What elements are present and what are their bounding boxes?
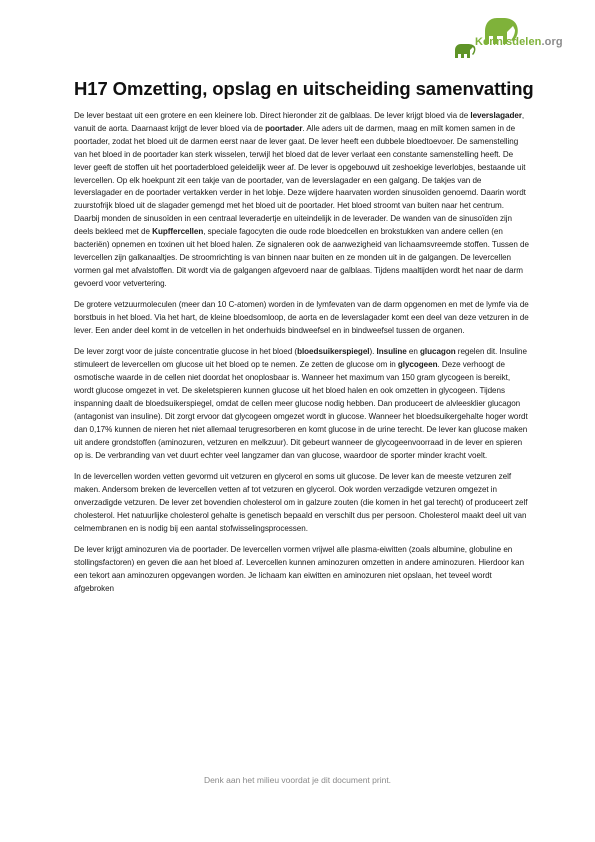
paragraph (74, 544, 530, 596)
text-run: , speciale fagocyten die oude rode bloedcellen en brokstukken van andere cellen (en bacteriën) opnemen en toxinen uit het bloed halen. Ze signaleren ook de aanwezigheid van lichaamsvreemde stoffen. Tussen de levercellen zijn galkanaaltjes. De stroomrichting is van binnen naar buiten en ze monden uit in de galgangen. De levercellen vormen gal met afvalstoffen. Dit wordt via de galgangen afgevoerd naar de galblaas. Tijdens maaltijden wordt het naar de darm gevoerd voor vetvertering. (74, 227, 529, 288)
paragraph (74, 110, 530, 291)
text-run: ). (369, 347, 377, 357)
paragraph (74, 346, 530, 462)
text-run: De lever bestaat uit een grotere en een kleinere lob. Direct hieronder zit de galblaas. De lever krijgt bloed via de (74, 111, 471, 120)
bold-term: glucagon (420, 347, 456, 357)
footer-note: Denk aan het milieu voordat je dit document print. (203, 775, 392, 785)
paragraph (74, 299, 530, 338)
bold-term: Kupffercellen (152, 227, 204, 237)
bold-term: poortader (265, 123, 303, 133)
logo-text-main: Kennisdelen (475, 36, 542, 48)
paragraph (74, 471, 530, 536)
text-run: In de levercellen worden vetten gevormd uit vetzuren en glycerol en soms uit glucose. De lever kan de meeste vetzuren zelf maken. Andersom breken de levercellen vetten af tot vetzuren en glycerol. Ook worden verzadigde vetzuren omgezet in onverzadigde vetzuren. De lever zet bovendien cholesterol om in galzure zouten (die komen in het gal terecht) of produceert zelf cholesterol. Het natuurlijke cholesterol gehalte is genetisch bepaald en verschilt dus per persoon. Cholesterol maakt deel uit van celmembranen en is nodig bij een aantal stofwisselingsprocessen. (74, 472, 528, 533)
bold-term: glycogeen (397, 360, 438, 370)
document-title: H17 Omzetting, opslag en uitscheiding samenvatting (74, 78, 534, 99)
logo-wordmark (475, 36, 563, 48)
text-run: . Alle aders uit de darmen, maag en milt komen samen in de poortader, zodat het bloed uit de darmen eerst naar de lever gaat. De lever heeft een dubbele bloedtoevoer. De samenstelling van het bloed in de poortader kan sterk wisselen, terwijl het bloed dat de lever verlaat een constante samenstelling heeft. De lever geeft de stoffen uit het poortaderbloed geleidelijk weer af. De lever is opgebouwd uit zeshoekige leverlobjes, bestaande uit levercellen. Op elk hoekpunt zit een takje van de poortader, van de leverslagader en een galgang. De takjes van de leverslagader en de poortader vertakken verder in het lobje. Deze wijdere haarvaten worden sinusoïden genoemd. Daarin wordt zuurstofrijk bloed uit de slagader gemengd met het bloed uit de poortader. Het bloed stroomt van buiten naar het centrum. Daarbij monden de sinusoïden in een centraal leveradertje en uiteindelijk in de leverader. De wanden van de sinusoïden zijn deels bekleed met de (74, 123, 526, 237)
text-run: , vanuit de aorta. Daarnaast krijgt de lever bloed via de (74, 111, 525, 133)
document-body (74, 110, 530, 604)
bold-term: Insuline (376, 347, 407, 357)
text-run: De lever krijgt aminozuren via de poortader. De levercellen vormen vrijwel alle plasma-eiwitten (zoals albumine, globuline en stollingsfactoren) en geven die aan het bloed af. Levercellen kunnen aminozuren omzetten in andere aminozuren. Hierdoor kan een tekort aan aminozuren opgevangen worden. Je lichaam kan eiwitten en aminozuren niet opslaan, het teveel wordt afgebroken (74, 545, 525, 593)
bold-term: bloedsuikerspiegel (297, 347, 370, 357)
text-run: regelen dit. Insuline stimuleert de levercellen om glucose uit het bloed op te nemen. Ze zetten de glucose om in (74, 347, 527, 370)
text-run: De grotere vetzuurmoleculen (meer dan 10 C-atomen) worden in de lymfevaten van de darm opgenomen en met de lymfe via de borstbuis in het bloed. Via het hart, de kleine bloedsomloop, de aorta en de leverslagader komt een deel van deze vetzuren in de lever. Een ander deel komt in de vetcellen in het onderhuids bindweefsel en in bindweefsel tussen de organen. (74, 300, 529, 335)
text-run: . Deze verhoogt de osmotische waarde in de cellen niet doordat het onoplosbaar is. Wanneer het maximum van 150 gram glycogeen is bereikt, wordt glucose omgezet in vet. De skeletspieren kunnen glucose uit het bloed halen en ook omzetten in glycogeen. Tijdens inspanning daalt de bloedsuikerspiegel, omdat de cellen meer glucose nodig hebben. Dan produceert de alvleesklier glucagon (antagonist van insuline). Dit zorgt ervoor dat glycogeen omgezet wordt in glucose. Wanneer het bloedsuikergehalte hoger wordt dan 0,17% kunnen de nieren het niet allemaal terugresorberen en komt glucose in de urine terecht. De lever kan glucose maken uit andere grondstoffen (aminozuren, vetzuren en melkzuur). Dit gebeurt wanneer de glycogeenvoorraad in de lever en spieren op is. De verbranding van vet duurt echter veel langzamer dan van glucose, waardoor de sporter minder kracht voelt. (74, 360, 528, 460)
kennisdelen-logo (453, 14, 573, 62)
text-run: en (406, 347, 421, 357)
bold-term: leverslagader (470, 111, 522, 120)
logo-text-tld: .org (541, 36, 563, 48)
text-run: De lever zorgt voor de juiste concentratie glucose in het bloed ( (74, 347, 298, 357)
